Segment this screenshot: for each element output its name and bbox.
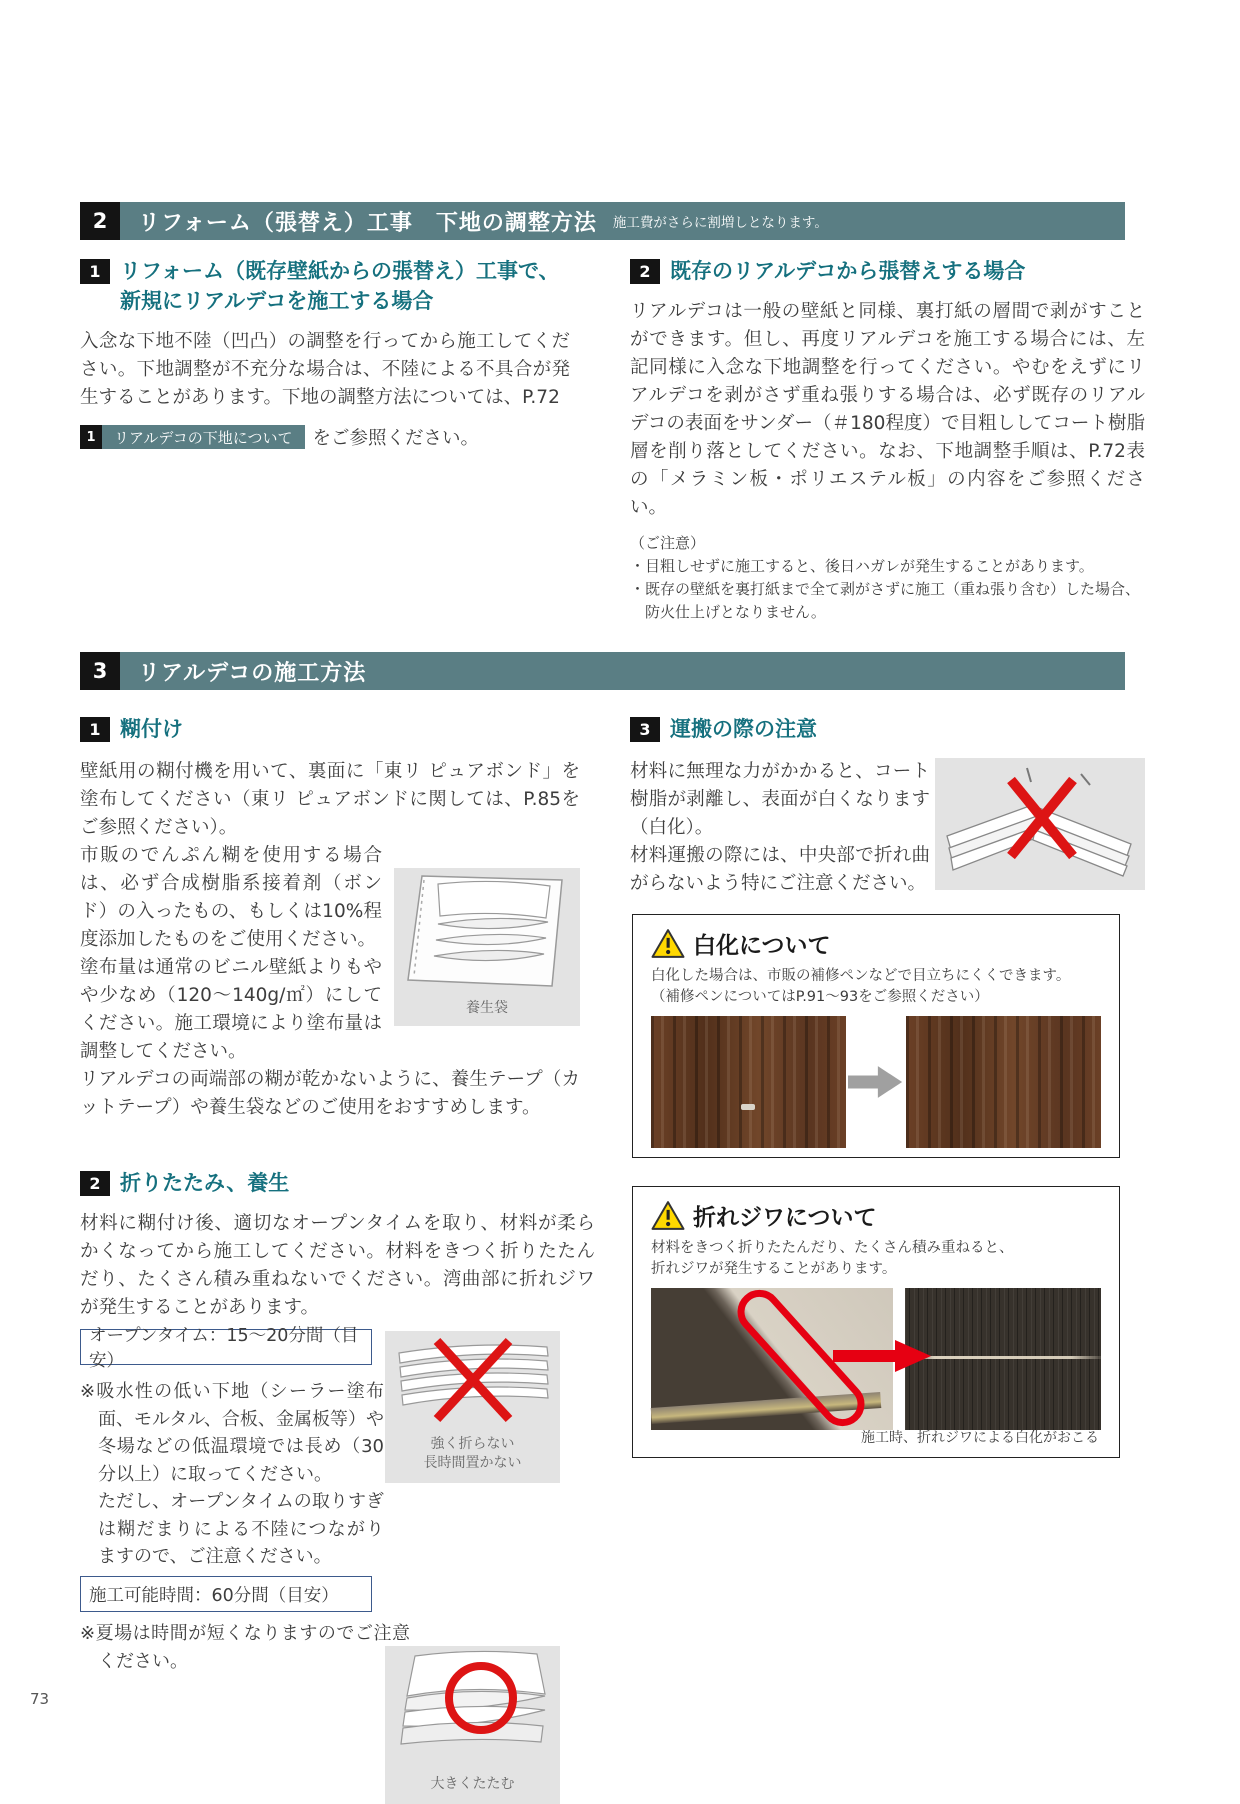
warning-icon [651, 928, 685, 959]
box-title: 白化について [693, 933, 831, 959]
transport-heading [630, 714, 1145, 744]
gluing-paragraph: 壁紙用の糊付機を用いて、裏面に「東リ ピュアボンド」を塗布してください（東リ ピュアボンドに関しては、P.85をご参照ください）。 [80, 761, 580, 838]
work-time-box: 施工可能時間：60分間（目安） [80, 1576, 372, 1612]
heading-title: 折りたたみ、養生 [120, 1171, 290, 1195]
tight-fold-warning-figure [385, 1331, 560, 1483]
transport-text: 材料に無理な力がかかると、コート樹脂が剥離し、表面が白くなります（白化）。 材料運搬の際には、中央部で折れ曲がらないよう特にご注意ください。 [630, 761, 930, 894]
heading-title: リフォーム（既存壁紙からの張替え）工事で、 新規にリアルデコを施工する場合 [120, 259, 560, 313]
figure-caption: 強く折らない 長時間置かない [423, 1436, 522, 1471]
crease-description: 材料をきつく折りたたんだり、たくさん積み重ねると、 折れジワが発生することがあります。 [651, 1240, 1014, 1277]
note-text: ただし、オープンタイムの取りすぎは糊だまりによる不陸につながりますので、ご注意ください。 [98, 1491, 384, 1567]
gluing-paragraph: リアルデコの両端部の糊が乾かないように、養生テープ（カットテープ）や養生袋などのご使用をおすすめします。 [80, 1069, 580, 1118]
reference-number-chip: 1 [80, 425, 102, 449]
caution-item: ・目粗しせずに施工すると、後日ハガレが発生することがあります。 [630, 557, 1094, 575]
heading-number-chip: 1 [80, 259, 110, 284]
work-time-note: ※夏場は時間が短くなりますのでご注意ください。 [80, 1623, 410, 1672]
wood-before-photo [651, 1016, 846, 1148]
gluing-paragraph-with-figure [80, 842, 580, 1122]
wood-after-photo [906, 1016, 1101, 1148]
gluing-paragraph: 市販のでんぷん糊を使用する場合は、必ず合成樹脂系接着剤（ボンド）の入ったもの、もしくは10%程度添加したものをご使用ください。 [80, 845, 382, 950]
folding-section [80, 1168, 595, 1322]
open-time-notes [80, 1378, 384, 1571]
heading-number-chip: 3 [630, 717, 660, 742]
crease-result-photo [905, 1288, 1101, 1430]
loose-fold-ok-figure [385, 1646, 560, 1804]
reform-new-heading [80, 256, 570, 316]
section-number-chip: 3 [80, 652, 120, 690]
section-band-title: リフォーム（張替え）工事 下地の調整方法 [138, 210, 597, 236]
reference-label: リアルデコの下地について [102, 425, 305, 449]
reform-existing-section [630, 256, 1145, 624]
caution-item: 防火仕上げとなりません。 [630, 603, 826, 621]
reference-suffix: をご参照ください。 [312, 428, 480, 449]
heading-number-chip: 2 [630, 259, 660, 284]
folding-heading [80, 1168, 595, 1198]
transport-content [630, 758, 1145, 898]
gluing-section [80, 714, 580, 1122]
crease-title-row [651, 1199, 1101, 1232]
page-number: 73 [30, 1690, 50, 1708]
heading-title: 既存のリアルデコから張替えする場合 [670, 259, 1026, 283]
caution-item: ・既存の壁紙を裏打紙まで全て剥がさずに施工（重ね張り含む）した場合、 [630, 580, 1141, 598]
bend-warning-figure [935, 758, 1145, 890]
reform-existing-heading [630, 256, 1145, 286]
reform-new-body: 入念な下地不陸（凹凸）の調整を行ってから施工してください。下地調整が不充分な場合は、不陸による不具合が発生することがあります。下地の調整方法については、P.72 [80, 331, 570, 408]
protection-bag-figure [394, 868, 580, 1026]
reference-line [80, 424, 570, 450]
section-band-reform [80, 202, 1125, 240]
heading-title: 運搬の際の注意 [670, 717, 817, 741]
reform-existing-body: リアルデコは一般の壁紙と同様、裏打紙の層間で剥がすことができます。但し、再度リアルデコを施工する場合には、左記同様に入念な下地調整を行ってください。やむをえずにリアルデコを剥がさず重ね張りする場合は、必ず既存のリアルデコの表面をサンダー（＃180程度）で目粗ししてコート樹脂層を削り落としてください。なお、下地調整手順は、P.72表の「メラミン板・ポリエステル板」の内容をご参照ください。 [630, 301, 1145, 518]
transport-section [630, 714, 1145, 898]
whitening-before-after [651, 1016, 1101, 1148]
caution-block [630, 532, 1145, 624]
open-time-box: オープンタイム：15〜20分間（目安） [80, 1329, 372, 1365]
section-number-chip: 2 [80, 202, 120, 240]
section-band-installation [80, 652, 1125, 690]
whitening-defect-mark [741, 1104, 755, 1110]
whitening-description: 白化した場合は、市販の補修ペンなどで目立ちにくくできます。 （補修ペンについてはP.91〜93をご参照ください） [651, 968, 1071, 1005]
manual-page [0, 6, 1240, 1792]
arrow-right-icon [848, 1062, 904, 1102]
whitening-warning-box [632, 914, 1120, 1158]
heading-number-chip: 1 [80, 717, 110, 742]
caution-title: （ご注意） [630, 534, 706, 552]
gluing-heading [80, 714, 580, 744]
folding-body: 材料に糊付け後、適切なオープンタイムを取り、材料が柔らかくなってから施工してください。材料をきつく折りたたんだり、たくさん積み重ねないでください。湾曲部に折れジワが発生することがあります。 [80, 1213, 595, 1318]
protection-bag-illustration [394, 868, 580, 994]
tight-fold-illustration [385, 1331, 560, 1431]
whitening-title-row [651, 927, 1101, 960]
warning-icon [651, 1200, 685, 1231]
bend-warning-illustration [935, 758, 1145, 890]
crease-warning-box [632, 1186, 1120, 1458]
note-text: ※吸水性の低い下地（シーラー塗布面、モルタル、合板、金属板等）や冬場などの低温環境では長め（30分以上）に取ってください。 [80, 1381, 384, 1485]
crease-photos [651, 1288, 1101, 1430]
section-band-title: リアルデコの施工方法 [138, 660, 367, 686]
crease-line [905, 1356, 1101, 1359]
box-title: 折れジワについて [693, 1205, 877, 1231]
figure-caption: 大きくたたむ [430, 1776, 515, 1792]
reform-new-section [80, 256, 570, 450]
figure-caption: 養生袋 [466, 1000, 508, 1016]
heading-title: 糊付け [120, 717, 183, 741]
gluing-paragraph: 塗布量は通常のビニル壁紙よりもやや少なめ（120〜140g/㎡）にしてください。施工環境により塗布量は調整してください。 [80, 957, 382, 1062]
heading-number-chip: 2 [80, 1171, 110, 1196]
loose-fold-illustration [385, 1646, 560, 1764]
crease-photo-caption: 施工時、折れジワによる白化がおこる [861, 1430, 1099, 1446]
red-arrow-icon [833, 1338, 933, 1374]
section-band-note: 施工費がさらに割増しとなります。 [612, 215, 828, 231]
